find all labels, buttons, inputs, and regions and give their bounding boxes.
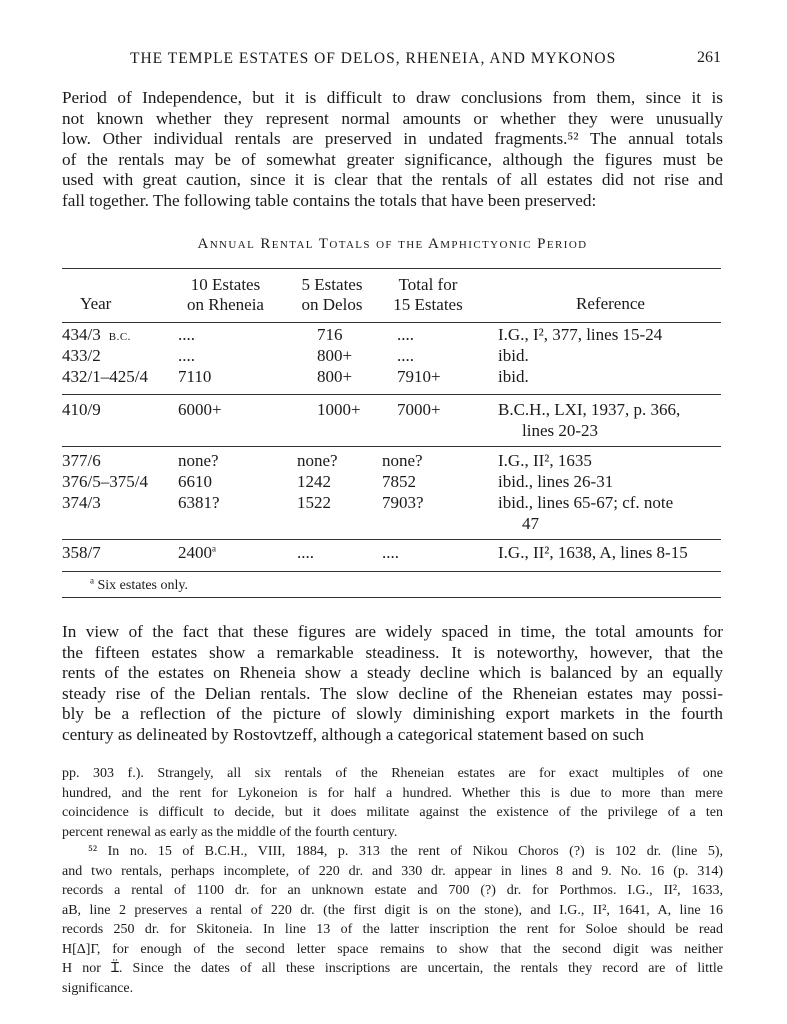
cell-rheneia xyxy=(178,367,211,387)
cell-reference: I.G., I², 377, lines 15-24 xyxy=(498,325,663,344)
cell-total: 7910+ xyxy=(397,367,441,386)
cell-total: 7903? xyxy=(382,493,424,512)
table-rule xyxy=(62,539,721,540)
rheneia-value: 7110 xyxy=(178,367,212,386)
text-line: percent renewal as early as the middle of the fourth century. xyxy=(62,824,398,840)
cell-reference: I.G., II², 1638, A, lines 8-15 xyxy=(498,543,688,562)
page-number: 261 xyxy=(697,49,721,66)
cell-year xyxy=(62,346,101,366)
cell-delos: 716 xyxy=(317,325,343,344)
cell-reference: ibid., lines 65-67; cf. note xyxy=(498,493,674,512)
header-rheneia: 10 Estates xyxy=(190,275,261,294)
text-line: low. Other individual rentals are preserved in undated fragments.⁵² The annual totals xyxy=(62,129,723,149)
table-title: Annual Rental Totals of the Amphictyonic Period xyxy=(197,236,588,252)
cell-delos: 1242 xyxy=(297,472,331,491)
table-rule xyxy=(62,322,721,323)
text-line: aB, line 2 preserves a rental of 220 dr. (the first digit is on the stone), and I.G., II², 1641, A, line 16 xyxy=(62,902,723,918)
year-value: 358/7 xyxy=(62,543,101,562)
cell-rheneia xyxy=(178,451,219,471)
rheneia-value: 2400 xyxy=(178,543,212,562)
table-rule xyxy=(62,571,721,572)
cell-rheneia xyxy=(178,543,216,563)
header-reference: Reference xyxy=(576,294,645,313)
text-line: coincidence is difficult to decide, but it does militate against the existence of the privilege of a ten xyxy=(62,805,723,820)
table-footnote: $^a$ Six estates only. xyxy=(90,575,188,593)
cell-delos: .... xyxy=(297,543,314,562)
cell-year xyxy=(62,400,101,420)
era-label: B.C. xyxy=(108,331,131,343)
cell-reference: B.C.H., LXI, 1937, p. 366, xyxy=(498,400,681,419)
cell-rheneia xyxy=(178,346,195,366)
cell-rheneia xyxy=(178,325,195,345)
rheneia-value: 6000+ xyxy=(178,400,222,419)
footnotes xyxy=(62,764,723,998)
text-line: steady rise of the Delian rentals. The slow decline of the Rheneian estates may possi- xyxy=(62,683,723,703)
cell-delos: none? xyxy=(297,451,338,470)
paragraph-2 xyxy=(62,622,723,746)
cell-year xyxy=(62,543,101,563)
text-line: hundred, and the rent for Lykoneion is for half a hundred. Whether this is due to more than mere xyxy=(62,785,723,801)
rheneia-value: 6381? xyxy=(178,493,220,512)
header-delos: on Delos xyxy=(301,295,363,314)
year-value: 376/5–375/4 xyxy=(62,472,148,491)
text-line: Period of Independence, but it is difficult to draw conclusions from them, since it is xyxy=(62,88,723,107)
table-rule xyxy=(62,268,721,269)
text-line: Η nor Ɪ̈. Since the dates of all these inscriptions are uncertain, the rentals they record are of little xyxy=(62,961,723,976)
cell-year xyxy=(62,367,148,387)
text-line: bly be a reflection of the picture of slowly diminishing export markets in the fourth xyxy=(62,704,723,724)
year-value: 434/3 xyxy=(62,325,101,344)
text-line: the fifteen estates show a remarkable steadiness. It is noteworthy, however, that the xyxy=(62,642,723,662)
year-value: 433/2 xyxy=(62,346,101,365)
cell-total: 7000+ xyxy=(397,400,441,419)
text-line: records 250 dr. for Skitoneia. In line 13 of the latter inscription the rent for Soloe should be read xyxy=(62,922,723,937)
cell-reference: ibid. xyxy=(498,367,529,386)
text-line: Η[Δ]Γ, for enough of the second letter space remains to show that the second digit was neither xyxy=(62,941,723,957)
rheneia-value: none? xyxy=(178,451,219,470)
header-year: Year xyxy=(80,294,112,313)
rheneia-value: .... xyxy=(178,325,195,344)
rheneia-value: 6610 xyxy=(178,472,212,491)
cell-rheneia xyxy=(178,493,220,513)
text-line: century as delineated by Rostovtzeff, although a categorical statement based on such xyxy=(62,724,644,744)
table-rule xyxy=(62,446,721,447)
table-rule xyxy=(62,597,721,598)
year-value: 432/1–425/4 xyxy=(62,367,148,386)
cell-rheneia xyxy=(178,400,222,420)
cell-reference: ibid. xyxy=(498,346,529,365)
cell-rheneia xyxy=(178,472,212,492)
year-value: 377/6 xyxy=(62,451,101,470)
text-line: fall together. The following table contains the totals that have been preserved: xyxy=(62,190,597,210)
header-total: 15 Estates xyxy=(393,295,463,314)
cell-total: .... xyxy=(397,325,414,344)
paragraph-1 xyxy=(62,88,723,212)
text-line: not known whether they represent normal amounts or whether they were unusually xyxy=(62,108,723,128)
header-delos: 5 Estates xyxy=(301,275,363,294)
year-value: 410/9 xyxy=(62,400,101,419)
cell-year xyxy=(62,325,131,347)
text-line: pp. 303 f.). Strangely, all six rentals of the Rheneian estates are for exact multiples of one xyxy=(62,766,723,781)
text-line: used with great caution, since it is clear that the rentals of all estates did not rise and xyxy=(62,170,723,190)
note-marker: a xyxy=(212,543,216,554)
text-line: In view of the fact that these figures are widely spaced in time, the total amounts for xyxy=(62,622,723,641)
table-rule xyxy=(62,394,721,395)
cell-total: none? xyxy=(382,451,423,470)
cell-total: 7852 xyxy=(382,472,416,491)
cell-delos: 1000+ xyxy=(317,400,361,419)
cell-reference: 47 xyxy=(522,514,539,533)
rheneia-value: .... xyxy=(178,346,195,365)
cell-total: .... xyxy=(397,346,414,365)
text-line: significance. xyxy=(62,980,134,996)
text-line: and two rentals, perhaps incomplete, of 220 dr. and 330 dr. appear in lines 8 and 9. No. 16 (p. 314) xyxy=(62,863,723,879)
running-header: THE TEMPLE ESTATES OF DELOS, RHENEIA, AND MYKONOS xyxy=(130,50,617,67)
cell-delos: 800+ xyxy=(317,346,353,365)
cell-year xyxy=(62,472,148,492)
cell-reference: lines 20-23 xyxy=(522,421,599,440)
text-line: of the rentals may be of somewhat greater significance, although the figures must be xyxy=(62,149,723,169)
cell-reference: ibid., lines 26-31 xyxy=(498,472,614,491)
cell-total: .... xyxy=(382,543,399,562)
header-rheneia: on Rheneia xyxy=(187,295,264,314)
text-line: ⁵² In no. 15 of B.C.H., VIII, 1884, p. 313 the rent of Nikou Choros (?) is 102 dr. (line 5), xyxy=(88,844,723,859)
cell-reference: I.G., II², 1635 xyxy=(498,451,592,470)
cell-delos: 1522 xyxy=(297,493,331,512)
cell-year xyxy=(62,493,101,513)
text-line: rents of the estates on Rheneia show a steady decline which is balanced by an equally xyxy=(62,663,723,683)
cell-year xyxy=(62,451,101,471)
year-value: 374/3 xyxy=(62,493,101,512)
text-line: records a rental of 1100 dr. for an unknown estate and 700 (?) dr. for Porthmos. I.G., II², 1633, xyxy=(62,883,723,898)
header-total: Total for xyxy=(398,275,458,294)
cell-delos: 800+ xyxy=(317,367,353,386)
